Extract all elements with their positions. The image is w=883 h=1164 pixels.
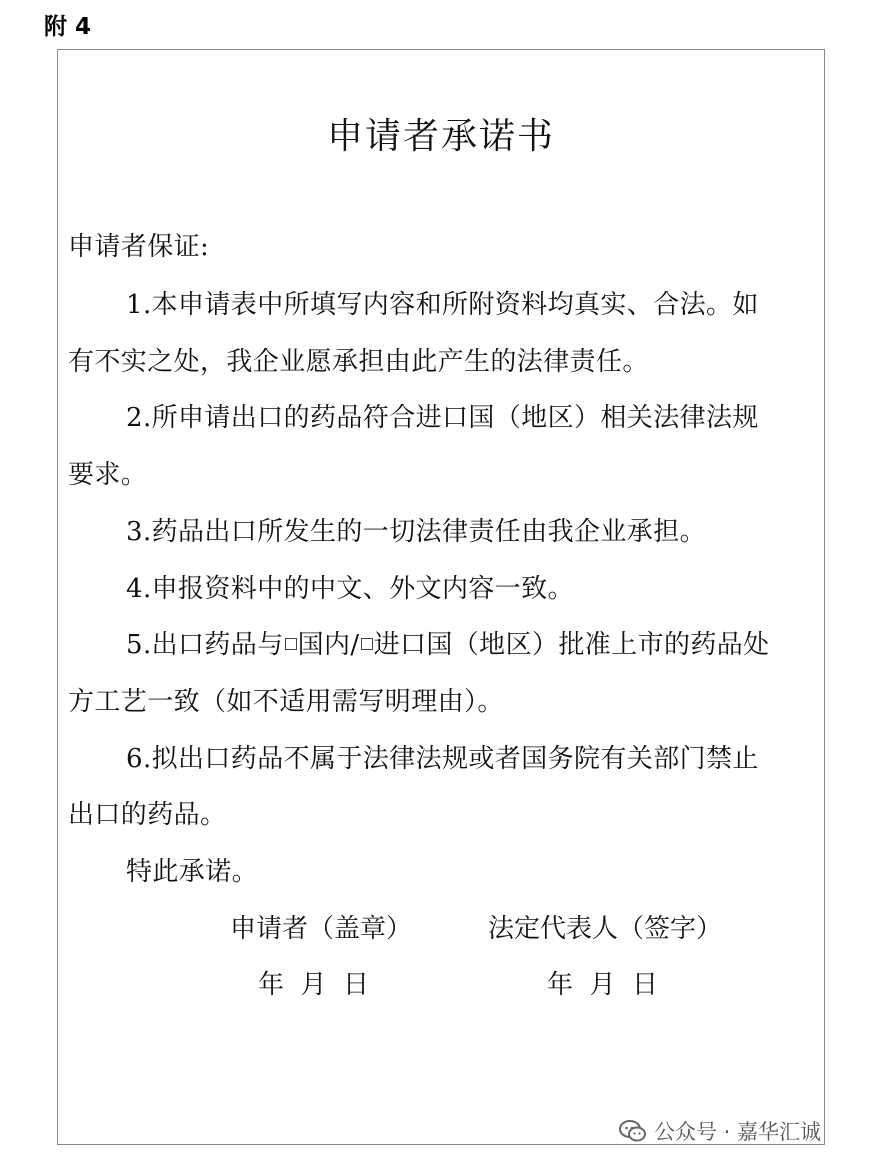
checkbox-domestic[interactable] — [285, 638, 297, 650]
watermark — [618, 1116, 821, 1146]
item-5-rest: 进口国（地区）批准上市的药品处 — [373, 630, 770, 660]
closing-statement: 特此承诺。 — [126, 857, 259, 887]
item-5-option-domestic: 国内/ — [297, 630, 360, 660]
attachment-label: 附 4 — [44, 14, 92, 40]
item-3: 3.药品出口所发生的一切法律责任由我企业承担。 — [126, 517, 707, 547]
legal-rep-signature-label: 法定代表人（签字） — [488, 914, 723, 944]
guarantee-heading: 申请者保证: — [68, 232, 210, 262]
item-5-line-2: 方工艺一致（如不适用需写明理由）。 — [68, 687, 504, 717]
watermark-text: 公众号 · 嘉华汇诚 — [654, 1120, 822, 1144]
wechat-icon — [618, 1119, 648, 1143]
checkbox-importing-country[interactable] — [361, 638, 373, 650]
item-1-line-1: 1.本申请表中所填写内容和所附资料均真实、合法。如 — [126, 290, 759, 320]
item-5-line-1 — [126, 632, 883, 658]
item-4: 4.申报资料中的中文、外文内容一致。 — [126, 574, 575, 604]
document-title: 申请者承诺书 — [326, 116, 555, 157]
legal-rep-date: 年 月 日 — [547, 970, 659, 1000]
item-1-line-2: 有不实之处，我企业愿承担由此产生的法律责任。 — [68, 347, 649, 377]
item-5-prefix: 5.出口药品与 — [126, 630, 284, 660]
item-2-line-2: 要求。 — [68, 460, 148, 490]
item-6-line-2: 出口的药品。 — [68, 800, 227, 830]
applicant-seal-label: 申请者（盖章） — [230, 914, 413, 944]
applicant-date: 年 月 日 — [258, 970, 370, 1000]
item-2-line-1: 2.所申请出口的药品符合进口国（地区）相关法律法规 — [126, 403, 759, 433]
item-6-line-1: 6.拟出口药品不属于法律法规或者国务院有关部门禁止 — [126, 744, 759, 774]
